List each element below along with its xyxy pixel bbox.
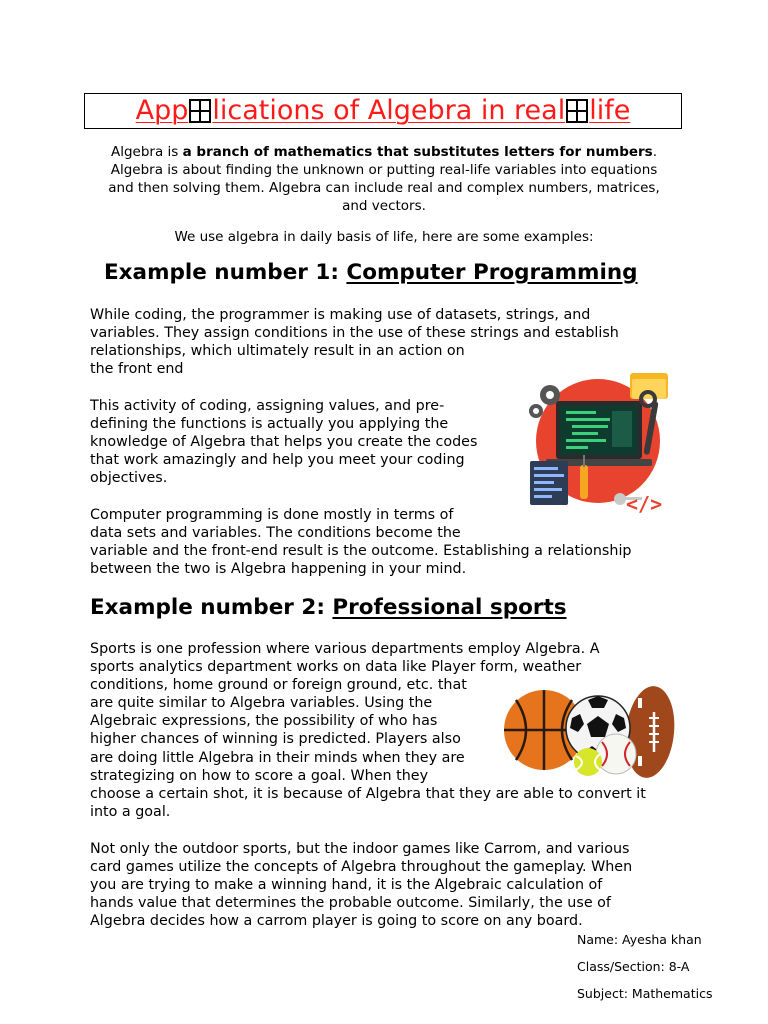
title-part-2: lications of Algebra in real [212, 95, 566, 126]
title-part-1: App [135, 95, 189, 126]
definition-bold: a branch of mathematics that substitutes letters for numbers [182, 144, 653, 160]
intro-paragraph: Algebra is a branch of mathematics that substitutes letters for numbers. Algebra is about finding the unknown or putting real-life variables into equations and then solving them. Algebra can include real and complex numbers, matrices, and vectors. [108, 144, 660, 214]
example-1-heading: Example number 1: Computer Programming [104, 260, 638, 285]
subject: Subject: Mathematics [577, 986, 713, 1001]
title-part-3: life [589, 95, 631, 126]
example-1-para-2: This activity of coding, assigning values, and pre- defining the functions is actually you applying the knowledge of Algebra that helps you create the codes that work amazingly and help you meet your coding objectives. [90, 398, 478, 487]
example-2-heading: Example number 2: Professional sports [90, 595, 567, 620]
example-2-para-2: Not only the outdoor sports, but the indoor games like Carrom, and various card games utilize the concepts of Algebra throughout the gameplay. When you are trying to make a winning hand, it is the Algebraic calculation of hands value that determines the probable outcome. Similarly, the use of Algebra decides how a carrom player is going to score on any board. [90, 841, 633, 930]
page-title [136, 95, 631, 127]
example-2-subject: Professional sports [332, 595, 567, 620]
missing-glyph-icon [566, 99, 588, 123]
student-name: Name: Ayesha khan [577, 932, 702, 947]
sports-balls-illustration-icon [500, 682, 678, 782]
example-1-para-1: While coding, the programmer is making use of datasets, strings, and variables. They assign conditions in the use of these strings and establish relationships, which ultimately result in an action on the front end [90, 307, 619, 378]
examples-intro: We use algebra in daily basis of life, here are some examples: [174, 229, 594, 245]
example-2-para-1: Sports is one profession where various departments employ Algebra. A sports analytics department works on data like Player form, weather conditions, home ground or foreign ground, etc. that are quite similar to Algebra variables. Using the Algebraic expressions, the possibility of who has higher chances of winning is predicted. Players also are doing little Algebra in their minds when they are strategizing on how to score a goal. When they choose a certain shot, it is because of Algebra that they are able to convert it into a goal. [90, 641, 646, 820]
missing-glyph-icon [189, 99, 211, 123]
class-section: Class/Section: 8-A [577, 959, 690, 974]
computer-programming-illustration-icon [522, 365, 676, 515]
intro-section [96, 143, 672, 246]
example-1-para-3: Computer programming is done mostly in terms of data sets and variables. The conditions become the variable and the front-end result is the outcome. Establishing a relationship between the two is Algebra happening in your mind. [90, 507, 632, 578]
svg-text:</>: </> [626, 492, 663, 515]
title-box [84, 93, 682, 129]
example-1-subject: Computer Programming [346, 260, 638, 285]
